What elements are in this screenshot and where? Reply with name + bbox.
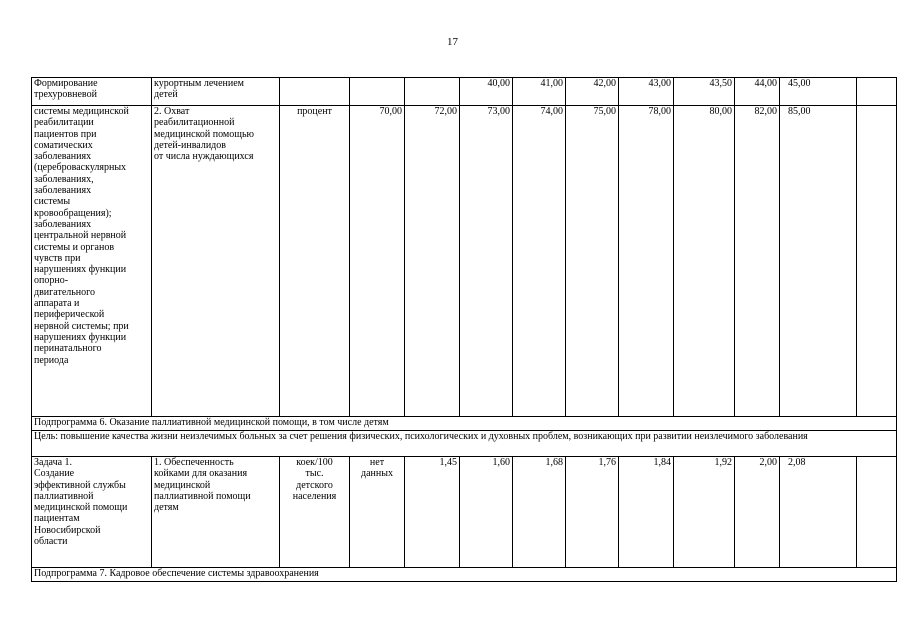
- indicator-line: от числа нуждающихся: [154, 151, 254, 163]
- task-line: медицинской помощи: [34, 502, 128, 514]
- task-line: двигательного: [34, 286, 96, 298]
- value-cell: 1,76: [566, 457, 619, 568]
- value-cell: 2,08: [780, 457, 857, 568]
- task-line: соматических: [34, 139, 93, 151]
- indicator-line: детей: [154, 89, 178, 101]
- subprogram-heading: Подпрограмма 6. Оказание паллиативной медицинской помощи, в том числе детям: [32, 417, 897, 431]
- task-cell: [32, 106, 152, 417]
- value-cell: 1,92: [674, 457, 735, 568]
- unit-line: тыс.: [305, 468, 324, 480]
- task-line: аппарата и: [34, 298, 80, 310]
- unit-cell: процент: [280, 106, 350, 417]
- value-cell: 72,00: [405, 106, 460, 417]
- table-row: [32, 568, 897, 582]
- task-line: опорно-: [34, 275, 69, 287]
- task-line: паллиативной: [34, 490, 94, 502]
- indicator-line: медицинской: [154, 479, 211, 491]
- task-line: пациентам: [34, 513, 80, 525]
- value-cell: 85,00: [780, 106, 857, 417]
- task-line: Задача 1.: [34, 457, 73, 468]
- task-line: системы: [34, 196, 71, 208]
- task-line: Формирование: [34, 78, 98, 89]
- unit-line: коек/100: [296, 457, 333, 468]
- value-cell: 73,00: [460, 106, 513, 417]
- task-line: чувств при: [34, 252, 81, 264]
- indicator-line: 2. Охват: [154, 106, 190, 117]
- task-line: центральной нервной: [34, 230, 127, 242]
- indicator-line: детям: [154, 502, 179, 514]
- indicator-line: медицинской помощью: [154, 128, 254, 140]
- value-cell: 45,00: [780, 78, 857, 106]
- task-line: периода: [34, 354, 69, 366]
- unit-cell: [280, 78, 350, 106]
- task-line: (цереброваскулярных: [34, 162, 127, 174]
- task-line: перинатального: [34, 343, 102, 355]
- task-line: системы медицинской: [34, 106, 129, 117]
- value-cell: 1,60: [460, 457, 513, 568]
- task-line: Создание: [34, 468, 75, 480]
- value-cell: 43,00: [619, 78, 674, 106]
- task-line: пациентов при: [34, 128, 97, 140]
- value-cell: 43,50: [674, 78, 735, 106]
- task-line: эффективной службы: [34, 479, 126, 491]
- table-row: [32, 431, 897, 457]
- task-line: заболеваниях: [34, 151, 92, 163]
- value-line: данных: [361, 468, 393, 480]
- indicator-line: 1. Обеспеченность: [154, 457, 234, 468]
- value-cell: [350, 457, 405, 568]
- value-cell: 2,00: [735, 457, 780, 568]
- value-cell: 1,68: [513, 457, 566, 568]
- indicators-table: [31, 77, 897, 582]
- indicator-line: реабилитационной: [154, 117, 235, 129]
- value-cell: [350, 78, 405, 106]
- indicator-line: койками для оказания: [154, 468, 248, 480]
- task-line: реабилитации: [34, 117, 94, 129]
- task-line: трехуровневой: [34, 89, 97, 101]
- unit-line: населения: [292, 490, 337, 502]
- note-cell: [857, 106, 897, 417]
- value-cell: 1,84: [619, 457, 674, 568]
- indicator-line: курортным лечением: [154, 78, 244, 89]
- value-cell: 41,00: [513, 78, 566, 106]
- value-cell: 42,00: [566, 78, 619, 106]
- value-cell: 74,00: [513, 106, 566, 417]
- task-line: системы и органов: [34, 241, 115, 253]
- task-line: нарушениях функции: [34, 264, 127, 276]
- task-line: периферической: [34, 309, 105, 321]
- value-cell: 80,00: [674, 106, 735, 417]
- task-cell: [32, 78, 152, 106]
- table-row: [32, 78, 897, 106]
- task-line: заболеваниях: [34, 185, 92, 197]
- indicator-cell: [152, 457, 280, 568]
- value-cell: 44,00: [735, 78, 780, 106]
- value-cell: 82,00: [735, 106, 780, 417]
- value-cell: 1,45: [405, 457, 460, 568]
- indicator-line: детей-инвалидов: [154, 139, 226, 151]
- indicator-cell: [152, 106, 280, 417]
- table-row: [32, 106, 897, 417]
- task-cell: [32, 457, 152, 568]
- task-line: кровообращения);: [34, 207, 112, 219]
- unit-cell: [280, 457, 350, 568]
- subprogram-heading: Подпрограмма 7. Кадровое обеспечение системы здравоохранения: [32, 568, 897, 582]
- value-cell: 78,00: [619, 106, 674, 417]
- task-line: нервной системы; при: [34, 320, 129, 332]
- unit-line: детского: [296, 479, 333, 491]
- task-line: заболеваниях,: [34, 173, 94, 185]
- value-cell: 70,00: [350, 106, 405, 417]
- value-cell: [405, 78, 460, 106]
- page-number: 17: [447, 36, 458, 48]
- goal-text: Цель: повышение качества жизни неизлечимых больных за счет решения физических, психологических и духовных проблем, возникающих при развитии неизлечимого заболевания: [32, 431, 897, 457]
- task-line: области: [34, 536, 68, 548]
- value-cell: 75,00: [566, 106, 619, 417]
- table-row: [32, 457, 897, 568]
- value-cell: 40,00: [460, 78, 513, 106]
- task-line: заболеваниях: [34, 218, 92, 230]
- note-cell: [857, 78, 897, 106]
- note-cell: [857, 457, 897, 568]
- value-line: нет: [369, 457, 385, 468]
- indicator-line: паллиативной помощи: [154, 490, 251, 502]
- task-line: нарушениях функции: [34, 331, 127, 343]
- table-row: [32, 417, 897, 431]
- indicator-cell: [152, 78, 280, 106]
- task-line: Новосибирской: [34, 524, 101, 536]
